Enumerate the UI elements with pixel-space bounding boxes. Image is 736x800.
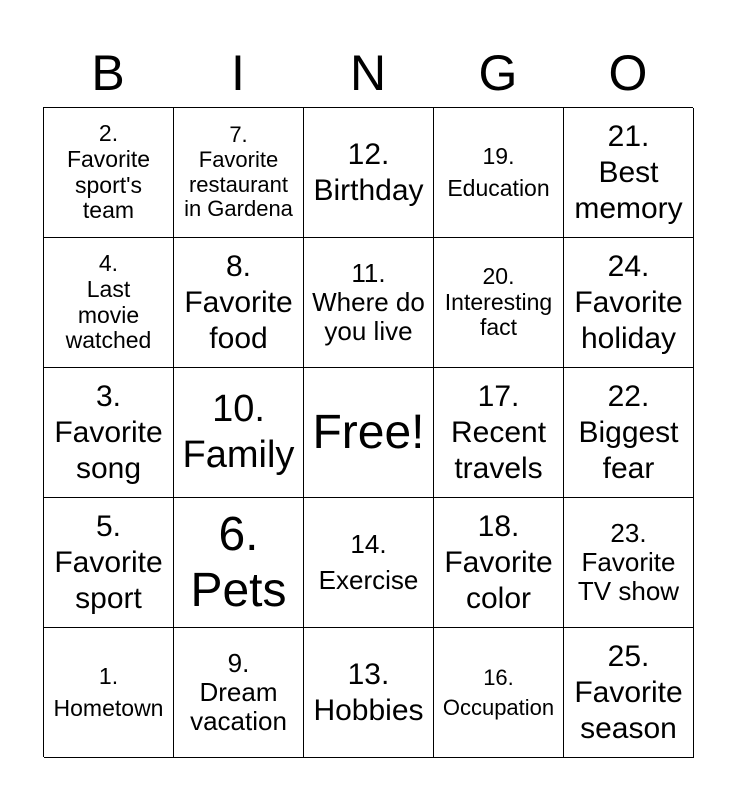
cell-text: 22. Biggest fear — [578, 379, 679, 485]
cell-text: 23. Favorite TV show — [577, 517, 680, 607]
bingo-cell[interactable] — [174, 238, 304, 368]
header-letter-o: O — [608, 45, 648, 101]
cell-text: 9. Dream vacation — [190, 647, 287, 737]
bingo-cell[interactable] — [434, 498, 564, 628]
cell-text: 5. Favorite sport — [54, 509, 163, 615]
cell-text: 18. Favorite color — [444, 509, 553, 615]
cell-text: 25. Favorite season — [574, 639, 683, 745]
header-letter-g: G — [478, 45, 518, 101]
cell-text: 20. Interesting fact — [444, 262, 553, 341]
cell-text: 21. Best memory — [574, 119, 683, 225]
bingo-cell[interactable] — [564, 108, 694, 238]
cell-text: 2. Favorite sport's team — [66, 120, 151, 224]
cell-text: 19. Education — [447, 143, 550, 201]
cell-text: 1. Hometown — [53, 663, 164, 721]
cell-text: 4. Last movie watched — [65, 250, 152, 354]
cell-text: 12. Birthday — [313, 137, 424, 207]
bingo-cell[interactable] — [174, 108, 304, 238]
cell-text: 6. Pets — [190, 508, 287, 617]
free-space-text: Free! — [312, 405, 425, 459]
free-space-cell[interactable] — [304, 368, 434, 498]
bingo-cell[interactable] — [44, 368, 174, 498]
cell-text: 16. Occupation — [442, 664, 555, 720]
header-letter-n: N — [349, 45, 387, 101]
bingo-cell[interactable] — [434, 628, 564, 758]
bingo-cell[interactable] — [174, 498, 304, 628]
cell-text: 14. Exercise — [318, 529, 419, 595]
bingo-cell[interactable] — [434, 238, 564, 368]
cell-text: 7. Favorite restaurant in Gardena — [184, 122, 293, 222]
header-letter-i: I — [231, 45, 245, 101]
cell-text: 8. Favorite food — [184, 249, 293, 355]
bingo-cell[interactable] — [304, 498, 434, 628]
bingo-cell[interactable] — [564, 238, 694, 368]
bingo-grid — [43, 107, 693, 757]
cell-text: 17. Recent travels — [450, 379, 547, 485]
bingo-cell[interactable] — [44, 628, 174, 758]
bingo-cell[interactable] — [304, 628, 434, 758]
cell-text: 24. Favorite holiday — [574, 249, 683, 355]
bingo-cell[interactable] — [564, 628, 694, 758]
cell-text: 11. Where do you live — [312, 257, 425, 347]
bingo-cell[interactable] — [44, 238, 174, 368]
bingo-cell[interactable] — [564, 498, 694, 628]
bingo-cell[interactable] — [564, 368, 694, 498]
header-letter-b: B — [91, 45, 125, 101]
bingo-cell[interactable] — [304, 238, 434, 368]
cell-text: 13. Hobbies — [313, 657, 424, 727]
bingo-cell[interactable] — [44, 498, 174, 628]
bingo-cell[interactable] — [304, 108, 434, 238]
cell-text: 10. Family — [182, 387, 295, 476]
bingo-header — [43, 40, 693, 106]
bingo-cell[interactable] — [174, 628, 304, 758]
bingo-cell[interactable] — [44, 108, 174, 238]
bingo-cell[interactable] — [174, 368, 304, 498]
bingo-cell[interactable] — [434, 368, 564, 498]
bingo-cell[interactable] — [434, 108, 564, 238]
cell-text: 3. Favorite song — [54, 379, 163, 485]
